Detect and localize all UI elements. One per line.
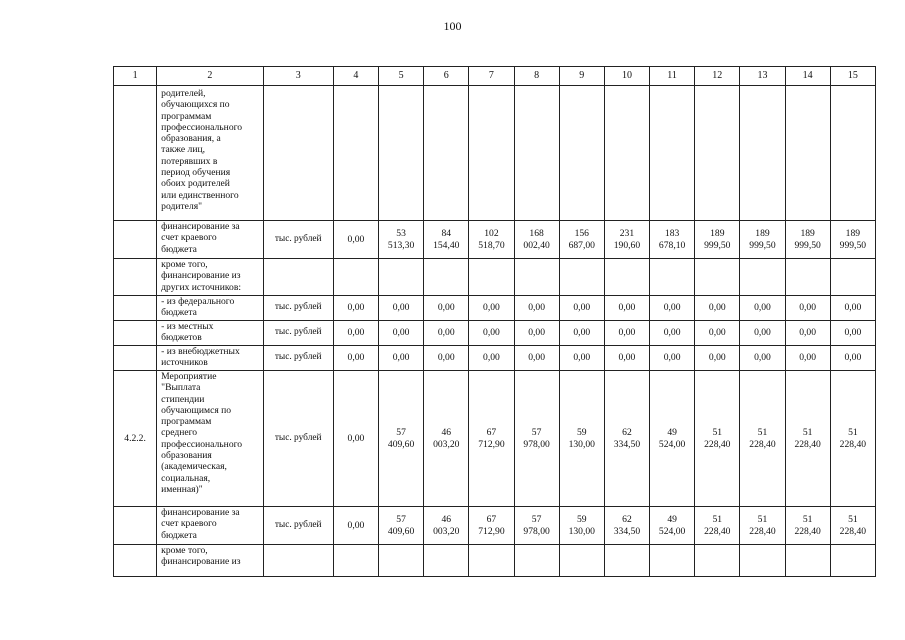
value-cell xyxy=(333,86,378,221)
value-cell: 0,00 xyxy=(514,321,559,346)
value-cell: 57 978,00 xyxy=(514,507,559,545)
row-unit-cell: тыс. рублей xyxy=(263,371,333,507)
value-cell: 49 524,00 xyxy=(650,507,695,545)
value-cell: 0,00 xyxy=(379,346,424,371)
row-unit-cell xyxy=(263,86,333,221)
row-code-cell: 4.2.2. xyxy=(114,371,157,507)
row-unit-cell xyxy=(263,545,333,577)
value-cell xyxy=(604,545,649,577)
value-cell: 0,00 xyxy=(469,321,514,346)
value-cell: 49 524,00 xyxy=(650,371,695,507)
budget-table xyxy=(113,66,876,577)
page-number: 100 xyxy=(443,19,462,33)
row-unit-cell: тыс. рублей xyxy=(263,321,333,346)
column-number-header: 2 xyxy=(157,67,263,86)
value-cell: 0,00 xyxy=(424,321,469,346)
column-number-header: 12 xyxy=(695,67,740,86)
value-cell xyxy=(559,86,604,221)
value-cell xyxy=(785,86,830,221)
value-cell: 59 130,00 xyxy=(559,371,604,507)
value-cell: 189 999,50 xyxy=(695,221,740,259)
value-cell: 0,00 xyxy=(469,296,514,321)
row-code-cell xyxy=(114,296,157,321)
column-number-row xyxy=(114,67,876,86)
value-cell xyxy=(514,86,559,221)
row-code-cell xyxy=(114,507,157,545)
value-cell: 0,00 xyxy=(785,321,830,346)
value-cell xyxy=(695,545,740,577)
row-code-cell xyxy=(114,86,157,221)
value-cell: 62 334,50 xyxy=(604,507,649,545)
row-unit-cell xyxy=(263,259,333,296)
value-cell: 0,00 xyxy=(333,507,378,545)
value-cell: 0,00 xyxy=(604,346,649,371)
value-cell: 51 228,40 xyxy=(740,371,785,507)
value-cell xyxy=(785,259,830,296)
value-cell xyxy=(740,545,785,577)
value-cell: 51 228,40 xyxy=(695,507,740,545)
value-cell: 0,00 xyxy=(379,296,424,321)
value-cell: 0,00 xyxy=(559,296,604,321)
table-row xyxy=(114,86,876,221)
value-cell: 46 003,20 xyxy=(424,507,469,545)
value-cell: 0,00 xyxy=(650,346,695,371)
column-number-header: 6 xyxy=(424,67,469,86)
value-cell xyxy=(424,259,469,296)
row-unit-cell: тыс. рублей xyxy=(263,296,333,321)
value-cell: 0,00 xyxy=(379,321,424,346)
row-code-cell xyxy=(114,321,157,346)
value-cell xyxy=(650,545,695,577)
row-description-cell: - из федерального бюджета xyxy=(157,296,263,321)
value-cell: 0,00 xyxy=(740,346,785,371)
value-cell: 67 712,90 xyxy=(469,507,514,545)
row-description-cell: кроме того, финансирование из других источников: xyxy=(157,259,263,296)
value-cell: 0,00 xyxy=(469,346,514,371)
row-description-cell: - из внебюджетных источников xyxy=(157,346,263,371)
value-cell: 156 687,00 xyxy=(559,221,604,259)
value-cell: 67 712,90 xyxy=(469,371,514,507)
value-cell xyxy=(695,259,740,296)
value-cell xyxy=(333,545,378,577)
column-number-header: 3 xyxy=(263,67,333,86)
value-cell: 57 409,60 xyxy=(379,507,424,545)
column-number-header: 15 xyxy=(830,67,875,86)
value-cell: 0,00 xyxy=(514,346,559,371)
column-number-header: 11 xyxy=(650,67,695,86)
row-description-cell: - из местных бюджетов xyxy=(157,321,263,346)
value-cell: 189 999,50 xyxy=(740,221,785,259)
value-cell: 183 678,10 xyxy=(650,221,695,259)
value-cell xyxy=(830,86,875,221)
value-cell: 0,00 xyxy=(650,321,695,346)
row-unit-cell: тыс. рублей xyxy=(263,221,333,259)
value-cell: 0,00 xyxy=(785,296,830,321)
value-cell: 0,00 xyxy=(333,371,378,507)
value-cell xyxy=(650,259,695,296)
value-cell: 53 513,30 xyxy=(379,221,424,259)
table-row xyxy=(114,545,876,577)
value-cell: 0,00 xyxy=(650,296,695,321)
column-number-header: 4 xyxy=(333,67,378,86)
value-cell xyxy=(424,545,469,577)
value-cell: 51 228,40 xyxy=(830,371,875,507)
value-cell: 0,00 xyxy=(830,346,875,371)
value-cell: 0,00 xyxy=(785,346,830,371)
value-cell: 59 130,00 xyxy=(559,507,604,545)
table-row xyxy=(114,346,876,371)
row-code-cell xyxy=(114,259,157,296)
column-number-header: 14 xyxy=(785,67,830,86)
value-cell xyxy=(469,86,514,221)
row-code-cell xyxy=(114,346,157,371)
row-description-cell: финансирование за счет краевого бюджета xyxy=(157,221,263,259)
value-cell xyxy=(379,259,424,296)
value-cell xyxy=(469,545,514,577)
value-cell xyxy=(379,545,424,577)
value-cell xyxy=(740,86,785,221)
table-row xyxy=(114,507,876,545)
value-cell: 51 228,40 xyxy=(695,371,740,507)
value-cell: 231 190,60 xyxy=(604,221,649,259)
row-description-cell: кроме того, финансирование из xyxy=(157,545,263,577)
value-cell: 0,00 xyxy=(559,321,604,346)
column-number-header: 13 xyxy=(740,67,785,86)
value-cell: 51 228,40 xyxy=(830,507,875,545)
value-cell: 0,00 xyxy=(333,321,378,346)
value-cell: 57 978,00 xyxy=(514,371,559,507)
value-cell: 0,00 xyxy=(740,296,785,321)
value-cell xyxy=(514,545,559,577)
value-cell xyxy=(785,545,830,577)
value-cell: 0,00 xyxy=(695,321,740,346)
value-cell: 0,00 xyxy=(830,296,875,321)
row-description-cell: Мероприятие "Выплата стипендии обучающимся по программам среднего профессионального образования (академическая, социальная, именная)" xyxy=(157,371,263,507)
value-cell xyxy=(333,259,378,296)
value-cell xyxy=(695,86,740,221)
value-cell xyxy=(740,259,785,296)
value-cell: 0,00 xyxy=(424,346,469,371)
column-number-header: 1 xyxy=(114,67,157,86)
value-cell: 189 999,50 xyxy=(830,221,875,259)
value-cell xyxy=(604,259,649,296)
value-cell: 51 228,40 xyxy=(785,507,830,545)
row-unit-cell: тыс. рублей xyxy=(263,346,333,371)
column-number-header: 8 xyxy=(514,67,559,86)
table-row xyxy=(114,296,876,321)
column-number-header: 10 xyxy=(604,67,649,86)
value-cell: 0,00 xyxy=(333,346,378,371)
table-row xyxy=(114,371,876,507)
value-cell: 0,00 xyxy=(740,321,785,346)
value-cell: 0,00 xyxy=(695,346,740,371)
value-cell: 84 154,40 xyxy=(424,221,469,259)
table-row xyxy=(114,259,876,296)
value-cell xyxy=(514,259,559,296)
value-cell: 0,00 xyxy=(604,296,649,321)
value-cell: 0,00 xyxy=(333,221,378,259)
column-number-header: 7 xyxy=(469,67,514,86)
value-cell: 57 409,60 xyxy=(379,371,424,507)
value-cell: 0,00 xyxy=(333,296,378,321)
value-cell xyxy=(830,259,875,296)
value-cell xyxy=(830,545,875,577)
column-number-header: 9 xyxy=(559,67,604,86)
value-cell: 46 003,20 xyxy=(424,371,469,507)
value-cell: 0,00 xyxy=(424,296,469,321)
value-cell: 168 002,40 xyxy=(514,221,559,259)
row-description-cell: родителей, обучающихся по программам профессионального образования, а также лиц, потерявших в период обучения обоих родителей или единственного родителя" xyxy=(157,86,263,221)
value-cell xyxy=(559,545,604,577)
value-cell: 0,00 xyxy=(695,296,740,321)
value-cell: 62 334,50 xyxy=(604,371,649,507)
row-description-cell: финансирование за счет краевого бюджета xyxy=(157,507,263,545)
value-cell xyxy=(469,259,514,296)
table-row xyxy=(114,221,876,259)
value-cell: 51 228,40 xyxy=(785,371,830,507)
row-code-cell xyxy=(114,545,157,577)
value-cell: 51 228,40 xyxy=(740,507,785,545)
value-cell: 189 999,50 xyxy=(785,221,830,259)
row-code-cell xyxy=(114,221,157,259)
value-cell xyxy=(604,86,649,221)
value-cell: 0,00 xyxy=(559,346,604,371)
value-cell xyxy=(379,86,424,221)
value-cell xyxy=(424,86,469,221)
row-unit-cell: тыс. рублей xyxy=(263,507,333,545)
value-cell xyxy=(650,86,695,221)
value-cell: 0,00 xyxy=(514,296,559,321)
value-cell: 0,00 xyxy=(604,321,649,346)
table-row xyxy=(114,321,876,346)
value-cell xyxy=(559,259,604,296)
value-cell: 102 518,70 xyxy=(469,221,514,259)
column-number-header: 5 xyxy=(379,67,424,86)
value-cell: 0,00 xyxy=(830,321,875,346)
table-body xyxy=(114,86,876,577)
